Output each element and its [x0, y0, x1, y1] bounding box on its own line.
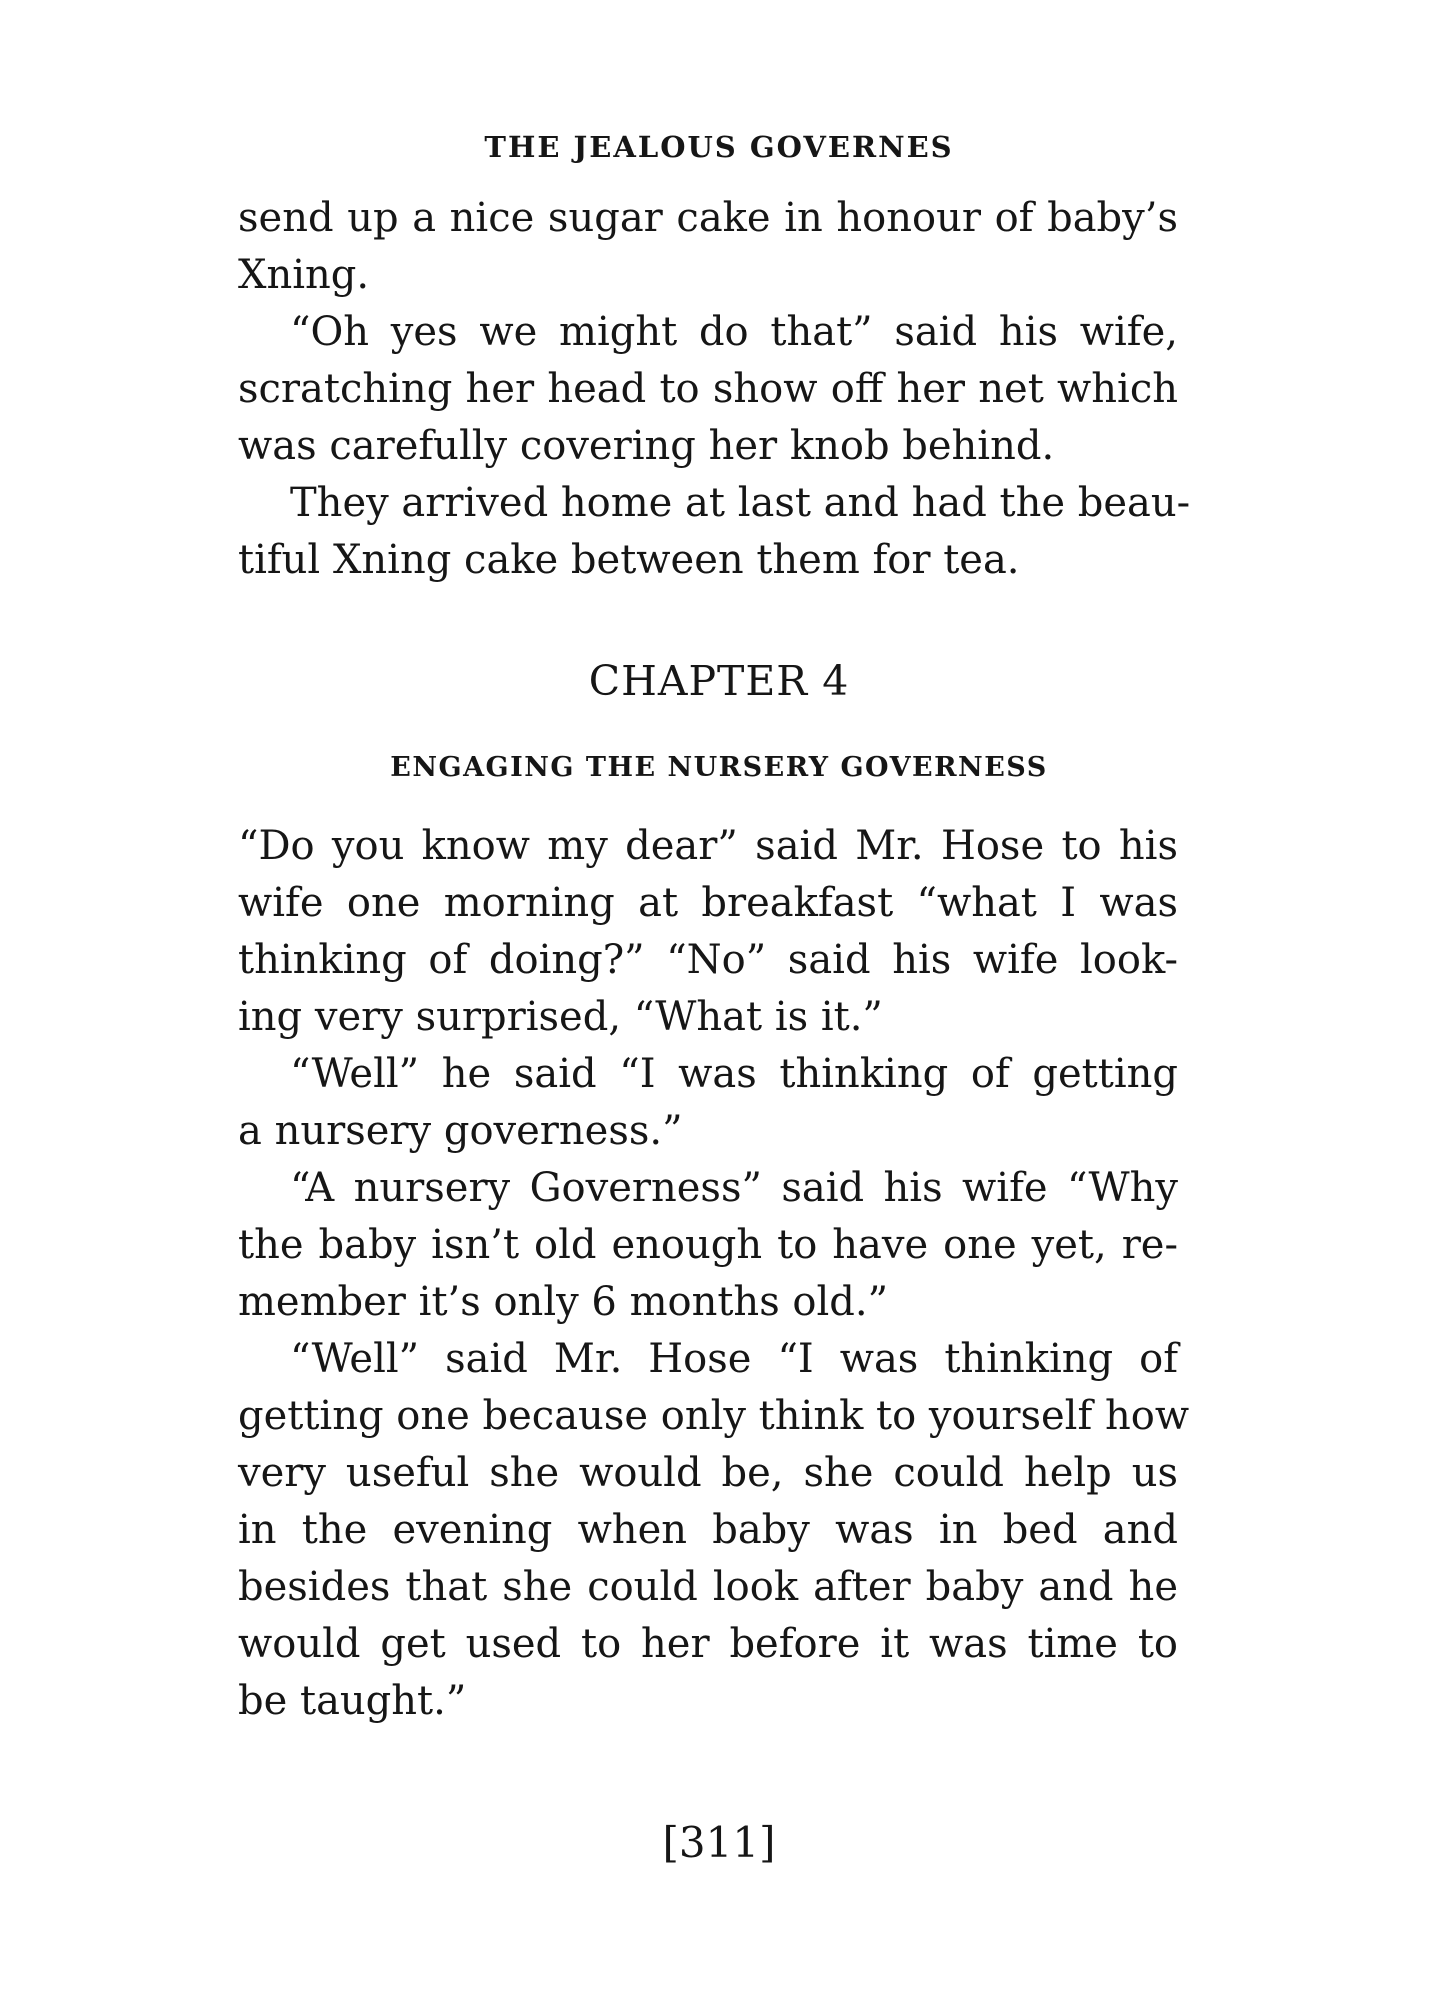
- text-line: the baby isn’t old enough to have one yet, re-: [238, 1222, 1178, 1268]
- text-line: getting one because only think to yourself how: [238, 1393, 1190, 1439]
- text-line: be taught.”: [238, 1678, 467, 1724]
- text-line: a nursery governess.”: [238, 1108, 683, 1154]
- chapter-subtitle: ENGAGING THE NURSERY GOVERNESS: [390, 752, 1048, 783]
- text-line: scratching her head to show off her net which: [238, 366, 1178, 412]
- text-line: Xning.: [238, 252, 370, 298]
- text-line: “Do you know my dear” said Mr. Hose to his: [238, 823, 1178, 869]
- text-line: tiful Xning cake between them for tea.: [238, 537, 1020, 583]
- chapter-title: CHAPTER 4: [588, 657, 850, 705]
- text-line: wife one morning at breakfast “what I was: [238, 880, 1178, 926]
- text-line: would get used to her before it was time to: [238, 1621, 1178, 1667]
- text-line: very useful she would be, she could help us: [238, 1450, 1178, 1496]
- text-line: “Well” said Mr. Hose “I was thinking of: [290, 1336, 1178, 1382]
- text-line: “A nursery Governess” said his wife “Why: [290, 1165, 1178, 1211]
- text-line: ing very surprised, “What is it.”: [238, 994, 883, 1040]
- text-line: besides that she could look after baby and he: [238, 1564, 1178, 1610]
- chapter-paragraphs: [238, 818, 1190, 1730]
- running-head: THE JEALOUS GOVERNES: [484, 130, 954, 164]
- text-line: was carefully covering her knob behind.: [238, 423, 1055, 469]
- text-line: member it’s only 6 months old.”: [238, 1279, 889, 1325]
- text-line: “Oh yes we might do that” said his wife,: [290, 309, 1178, 355]
- opening-paragraphs: [238, 190, 1191, 589]
- text-line: They arrived home at last and had the beau-: [290, 480, 1191, 526]
- text-line: in the evening when baby was in bed and: [238, 1507, 1178, 1553]
- text-line: send up a nice sugar cake in honour of baby’s: [238, 195, 1178, 241]
- text-line: thinking of doing?” “No” said his wife look-: [238, 937, 1178, 983]
- text-line: “Well” he said “I was thinking of getting: [290, 1051, 1178, 1097]
- page-number: [311]: [662, 1818, 776, 1867]
